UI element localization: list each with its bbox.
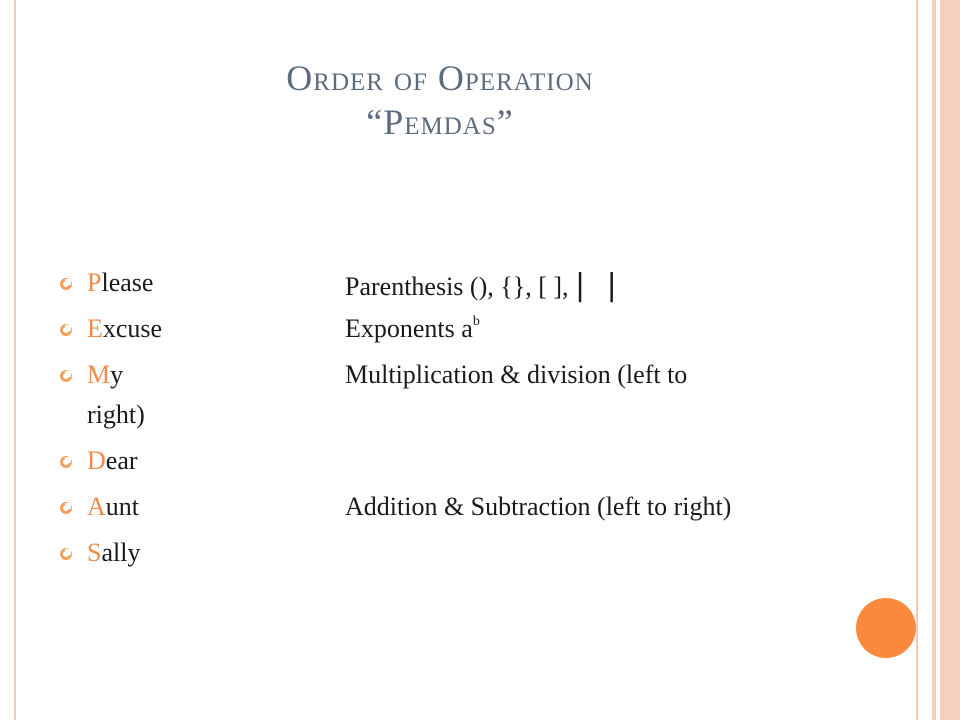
- decorative-circle: [856, 598, 916, 658]
- mnemonic-word: [87, 268, 153, 298]
- list-item: [60, 314, 910, 360]
- meaning-text: Parenthesis (), {}, [ ],: [345, 272, 576, 301]
- mnemonic-initial: E: [87, 314, 103, 343]
- list-item: [60, 446, 910, 492]
- title-line-1: Order of Operation: [286, 58, 594, 98]
- operation-meaning: Multiplication & division (left to: [345, 360, 688, 389]
- mnemonic-rest: unt: [105, 492, 140, 521]
- absolute-value-symbol: | |: [575, 268, 623, 303]
- mnemonic-rest: lease: [101, 268, 154, 297]
- bullet-icon: [60, 548, 72, 560]
- list-item: [60, 268, 910, 314]
- mnemonic-rest: xcuse: [102, 314, 163, 343]
- mnemonic-initial: M: [87, 360, 111, 389]
- mnemonic-rest: ear: [105, 446, 138, 475]
- right-decor-band: [932, 0, 936, 720]
- meaning-continuation: right): [87, 400, 145, 429]
- mnemonic-initial: A: [87, 492, 106, 521]
- bullet-icon: [60, 324, 72, 336]
- mnemonic-initial: S: [87, 538, 102, 567]
- mnemonic-word: [87, 492, 139, 522]
- mnemonic-rest: y: [110, 360, 124, 389]
- list-item: [60, 492, 910, 538]
- mnemonic-initial: D: [87, 446, 106, 475]
- slide-title: [160, 56, 720, 144]
- list-item: [60, 360, 910, 446]
- bullet-icon: [60, 370, 72, 382]
- mnemonic-initial: P: [87, 268, 102, 297]
- bullet-icon: [60, 502, 72, 514]
- mnemonic-rest: ally: [101, 538, 141, 567]
- bullet-icon: [60, 456, 72, 468]
- meaning-text: Exponents a: [345, 314, 473, 343]
- title-line-2: “Pemdas”: [366, 102, 514, 142]
- mnemonic-word: [87, 314, 162, 344]
- right-decor-band: [940, 0, 960, 720]
- operation-meaning: [345, 314, 480, 344]
- bullet-icon: [60, 278, 72, 290]
- exponent-superscript: b: [472, 314, 480, 329]
- bullet-list: [60, 268, 910, 584]
- mnemonic-word: [87, 446, 138, 476]
- operation-meaning: Addition & Subtraction (left to right): [345, 492, 732, 521]
- mnemonic-word: [87, 360, 123, 390]
- operation-meaning: [345, 268, 623, 303]
- mnemonic-word: [87, 538, 140, 568]
- list-item: [60, 538, 910, 584]
